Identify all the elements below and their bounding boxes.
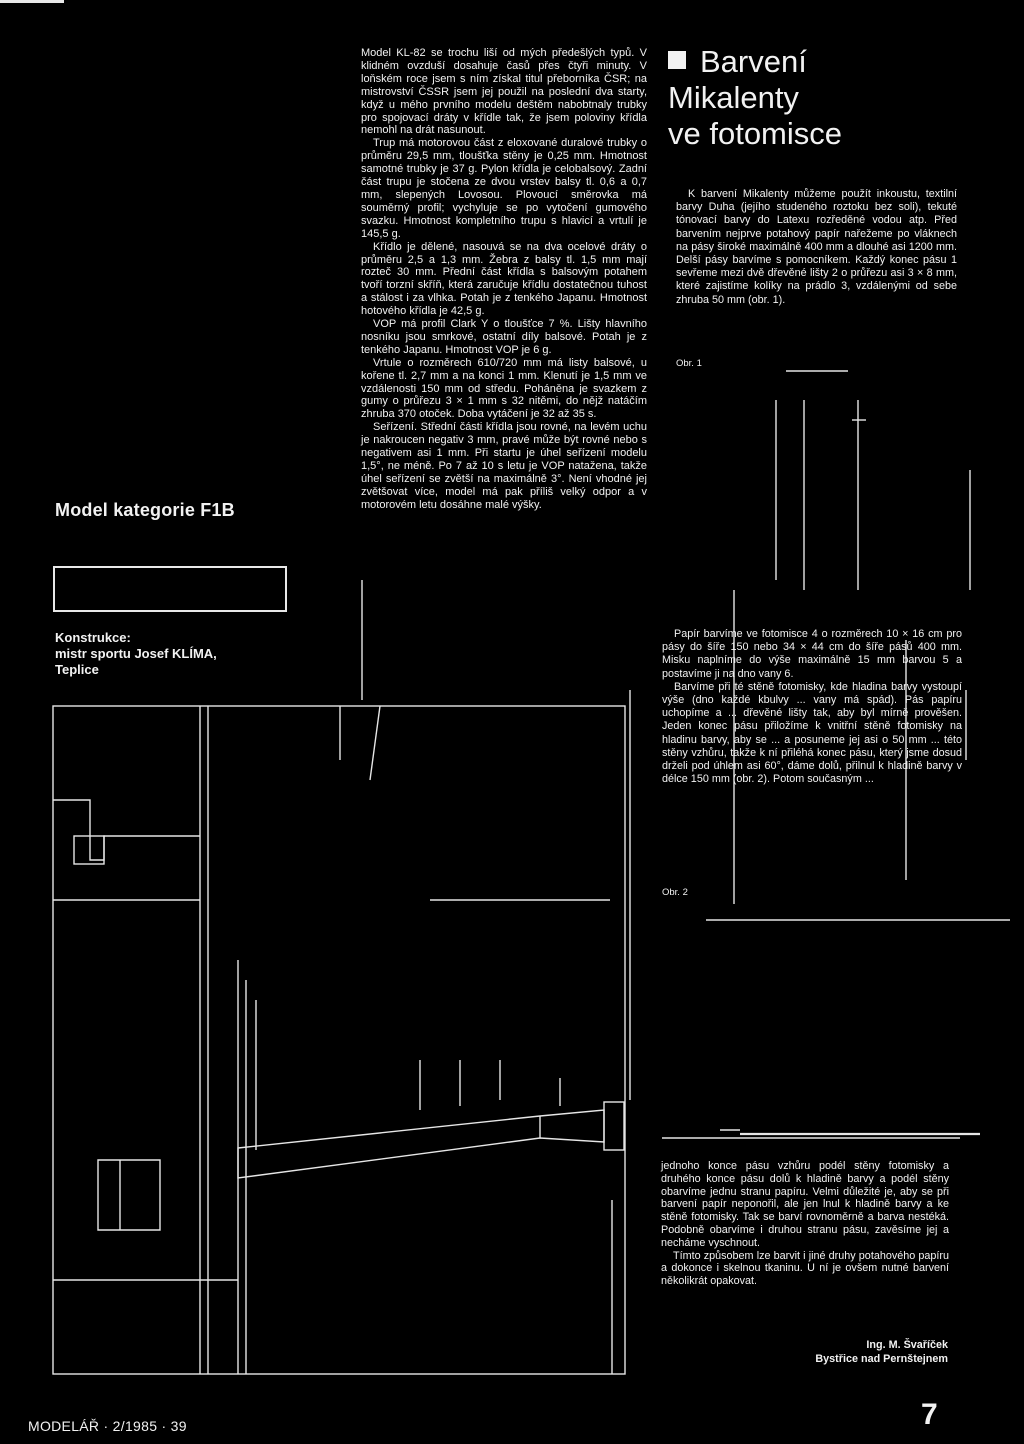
paragraph: Trup má motorovou část z eloxované duralové trubky o průměru 29,5 mm, tloušťka stěny je 0,25 mm. Hmotnost samotné trubky je 37 g. Pylon křídla je celobalsový. Zadní část trupu je stočena ze dvou vrstev balsy tl. 0,6 a 0,7 mm, slepených Lovosou. Plovoucí směrovka má souměrný profil; vychyluje se po vytočení gumového svazku. Hmotnost kompletního trupu s hlavicí a vrtulí je 145,5 g. — [361, 137, 647, 240]
author-city: Bystřice nad Pernštejnem — [815, 1353, 948, 1365]
drawing-frame — [53, 706, 625, 1374]
paragraph: Seřízení. Střední části křídla jsou rovné, na levém uchu je nakroucen negativ 3 mm, pravé může být rovné nebo s negativem asi 1 mm. Při startu je úhel seřízení modelu 1,5°, ne méně. Po 7 až 10 s letu je VOP natažena, takže úhel seřízení se zvětší na maximálně 3°. Není vhodné jej zvětšovat více, model má pak příliš velký odpor a v motorovém letu dosáhne malé výšky. — [361, 421, 647, 511]
author-signature — [780, 1338, 948, 1366]
paragraph: Tímto způsobem lze barvit i jiné druhy potahového papíru a dokonce i skelnou tkaninu. U ní je ovšem nutné barvení několikrát opakovat. — [661, 1249, 949, 1288]
article-dyeing-intro — [676, 188, 957, 307]
paragraph: VOP má profil Clark Y o tloušťce 7 %. Lišty hlavního nosníku jsou smrkové, ostatní díly balsové. Potah je z tenkého Japanu. Hmotnost VOP je 6 g. — [361, 318, 647, 356]
article-title — [668, 44, 842, 152]
footer-source: MODELÁŘ · 2/1985 · 39 — [28, 1418, 187, 1434]
construction-author: mistr sportu Josef KLÍMA, — [55, 646, 217, 661]
paragraph: Vrtule o rozměrech 610/720 mm má listy balsové, u kořene tl. 2,7 mm a na konci 1 mm. Klenutí je 1,5 mm ve vzdálenosti 150 mm od středu. Poháněna je svazkem z gumy o průřezu 3 × 1 mm s 32 nitěmi, do nějž natáčím zhruba 370 otoček. Doba vytáčení je 32 až 35 s. — [361, 356, 647, 421]
model-category-title: Model kategorie F1B — [55, 500, 235, 520]
title-box — [53, 566, 287, 612]
figure-2-caption: Obr. 2 — [662, 887, 688, 898]
paragraph: Křídlo je dělené, nasouvá se na dva ocelové dráty o průměru 2,5 a 1,3 mm. Žebra z balsy tl. 1,5 mm mají rozteč 30 mm. Přední část křídla s balsovým potahem tvoří torzní skříň, která zaručuje křídlu dostatečnou tuhost a stálost i za vlhka. Potah je z tenkého Japanu. Hmotnost hotového křídla je 42,5 g. — [361, 240, 647, 318]
construction-label: Konstrukce: — [55, 630, 131, 645]
paragraph: jednoho konce pásu vzhůru podél stěny fotomisky a druhého konce pásu dolů k hladině barvy a podél stěny obarvíme jednu stranu papíru. Velmi důležité je, aby se při barvení papír neponořil, ale jen lnul k hladině barvy a ke stěně fotomisky. Tak se barví rovnoměrně a barva nestéká. Podobně obarvíme i druhou stranu pásu, zavěsíme jej a necháme vyschnout. — [661, 1160, 949, 1249]
construction-credit — [55, 630, 217, 678]
article-dyeing-figure-text — [662, 628, 962, 786]
bullet-square-icon — [668, 51, 686, 69]
paragraph: K barvení Mikalenty můžeme použít inkoustu, textilní barvy Duha (jejího studeného roztoku bez soli), tekuté tónovací barvy do Latexu rozředěné vodou atp. Před barvením nejprve potahový papír nařežeme po vláknech na pásy široké maximálně 400 mm a dlouhé asi 1200 mm. Delší pásy barvíme s pomocníkem. Každý konec pásu 1 sevřeme mezi dvě dřevěné lišty 2 o průřezu asi 3 × 8 mm, které zajistíme kolíky na prádlo 3, vzdálenými od sebe zhruba 50 mm (obr. 1). — [676, 188, 957, 306]
page-number: 7 — [921, 1398, 938, 1431]
title-line: ve fotomisce — [668, 116, 843, 151]
title-line: Barvení — [700, 44, 807, 79]
article-dyeing-conclusion — [661, 1160, 949, 1288]
author-name: Ing. M. Švaříček — [866, 1339, 948, 1351]
construction-city: Teplice — [55, 662, 99, 677]
paragraph: Barvíme při té stěně fotomisky, kde hladina barvy vystoupí výše (dno každé kbulvy ... vany má spád). Pás papíru uchopíme a ... dřevěné lišty tak, aby byl mírně prověšen. Jeden konec pásu přiložíme k vnitřní stěně fotomisky na hladinu barvy, aby se ... a posuneme jej asi o 50 mm ... této stěny vzhůru, takže k ní přiléhá konec pásu, který jsme dosud drželi pod úhlem asi 60°, dáme dolů, přilnul k hladině barvy v délce 150 mm (obr. 2). Potom současným ... — [662, 680, 962, 786]
paragraph: Model KL-82 se trochu liší od mých předešlých typů. V klidném ovzduší dosahuje časů přes čtyři minuty. V loňském roce jsem s ním získal titul přeborníka ČSR; na mistrovství ČSSR jsem jej použil na poslední dva starty, když u mého prvního modelu deštěm nabobtnaly trubky pro spojovací dráty v křídle tak, že jsem poloviny křídla nemohl na drát nasunout. — [361, 47, 647, 137]
title-line: Mikalenty — [668, 80, 799, 115]
figure-1-caption: Obr. 1 — [676, 358, 702, 369]
article-model-text — [361, 47, 647, 512]
paragraph: Papír barvíme ve fotomisce 4 o rozměrech 10 × 16 cm pro pásy do šíře 150 nebo 34 × 44 cm do šíře pásů 400 mm. Misku naplníme do výše maximálně 15 mm barvou 5 a postavíme ji na dno vany 6. — [662, 628, 962, 680]
